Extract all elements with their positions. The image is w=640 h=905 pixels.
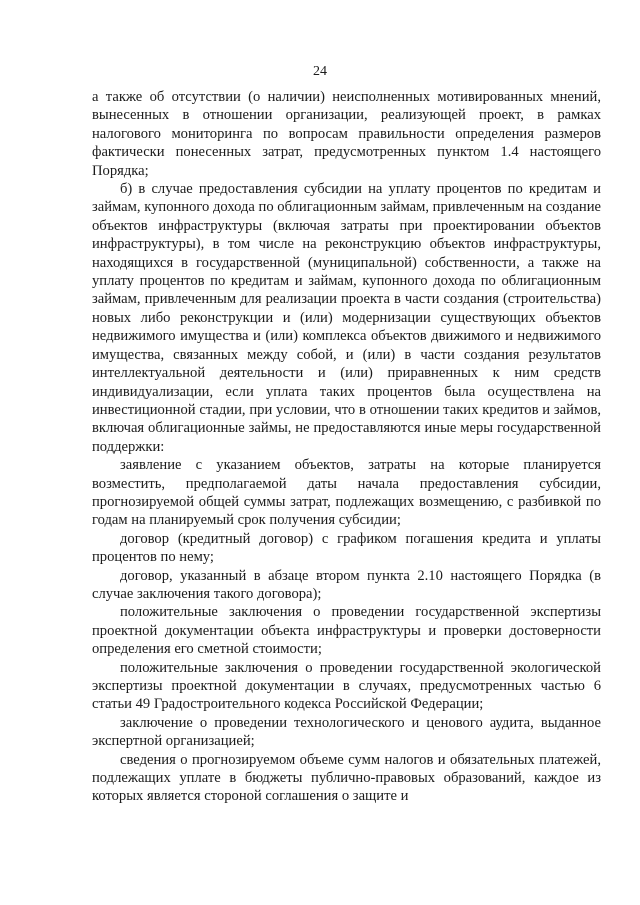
paragraph-tax-monitoring: а также об отсутствии (о наличии) неисполненных мотивированных мнений, вынесенных в отношении организации, реализующей проект, в рамках налогового мониторинга по вопросам правильности определения размеров фактически понесенных затрат, предусмотренных пунктом 1.4 настоящего Порядка; <box>92 89 601 179</box>
paragraph-application: заявление с указанием объектов, затраты на которые планируется возместить, предполагаемой даты начала предоставления субсидии, прогнозируемой общей суммы затрат, подлежащих возмещению, с разбивкой по годам на планируемый срок получения субсидии; <box>92 457 601 529</box>
document-body <box>92 88 601 806</box>
paragraph-agreement-2-10: договор, указанный в абзаце втором пункта 2.10 настоящего Порядка (в случае заключения такого договора); <box>92 567 601 602</box>
paragraph-ecological-expertise: положительные заключения о проведении государственной экологической экспертизы проектной документации в случаях, предусмотренных частью 6 статьи 49 Градостроительного кодекса Российской Федерации; <box>92 659 601 713</box>
page-number: 24 <box>313 64 327 79</box>
paragraph-subsidy-interest: б) в случае предоставления субсидии на уплату процентов по кредитам и займам, купонного дохода по облигационным займам, привлеченным на создание объектов инфраструктуры (включая затраты при проектировании объектов инфраструктуры), в том числе на реконструкцию объектов инфраструктуры, находящихся в государственной (муниципальной) собственности, а также на уплату процентов по кредитам и займам, купонного дохода по облигационным займам, привлеченным для реализации проекта в части создания (строительства) новых либо реконструкции и (или) модернизации существующих объектов недвижимого имущества и (или) комплекса объектов движимого и недвижимого имущества, связанных между собой, и (или) в части создания результатов интеллектуальной деятельности и (или) приравненных к ним средств индивидуализации, если уплата таких процентов была осуществлена на инвестиционной стадии, при условии, что в отношении таких кредитов и займов, включая облигационные займы, не предоставляются иные меры государственной поддержки: <box>92 181 601 455</box>
paragraph-state-expertise: положительные заключения о проведении государственной экспертизы проектной документации объекта инфраструктуры и проверки достоверности определения его сметной стоимости; <box>92 604 601 658</box>
paragraph-tax-forecast: сведения о прогнозируемом объеме сумм налогов и обязательных платежей, подлежащих уплате в бюджеты публично-правовых образований, каждое из которых является стороной соглашения о защите и <box>92 751 601 805</box>
paragraph-loan-agreement: договор (кредитный договор) с графиком погашения кредита и уплаты процентов по нему; <box>92 530 601 566</box>
paragraph-audit-conclusion: заключение о проведении технологического и ценового аудита, выданное экспертной организацией; <box>92 714 601 750</box>
